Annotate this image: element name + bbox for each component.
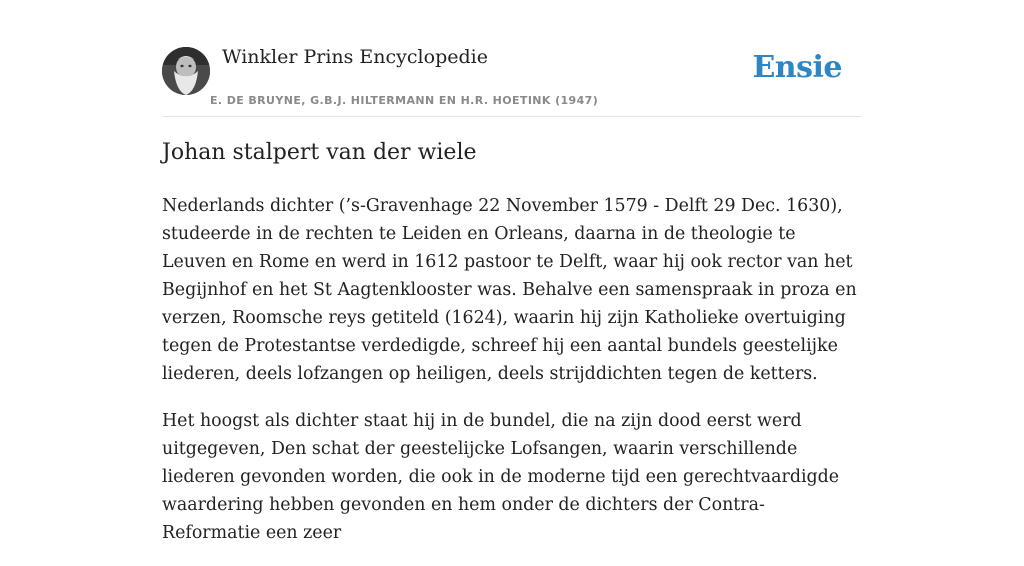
portrait-icon xyxy=(162,47,210,95)
ensie-logo[interactable]: Ensie xyxy=(752,50,842,85)
site-authors: E. DE BRUYNE, G.B.J. HILTERMANN EN H.R. HOETINK (1947) xyxy=(210,94,599,107)
article-title: Johan stalpert van der wiele xyxy=(162,140,477,165)
site-title[interactable]: Winkler Prins Encyclopedie xyxy=(222,46,488,68)
site-header xyxy=(162,0,862,117)
page xyxy=(162,0,862,543)
author-avatar xyxy=(162,47,210,95)
article-paragraph-1: Nederlands dichter (’s-Gravenhage 22 November 1579 - Delft 29 Dec. 1630), studeerde in de rechten te Leiden en Orleans, daarna in de theologie te Leuven en Rome en werd in 1612 pastoor te Delft, waar hij ook rector van het Begijnhof en het St Aagtenklooster was. Behalve een samenspraak in proza en verzen, Roomsche reys getiteld (1624), waarin hij zijn Katholieke overtuiging tegen de Protestantse verdedigde, schreef hij een aantal bundels geestelijke liederen, deels lofzangen op heiligen, deels strijddichten tegen de ketters. xyxy=(162,196,857,384)
article-paragraph-2: Het hoogst als dichter staat hij in de bundel, die na zijn dood eerst werd uitgegeven, Den schat der geestelijcke Lofsangen, waarin verschillende liederen gevonden worden, die ook in de moderne tijd een gerechtvaardigde waardering hebben gevonden en hem onder de dichters der Contra-Reformatie een zeer xyxy=(162,411,840,543)
article-body xyxy=(162,192,862,566)
